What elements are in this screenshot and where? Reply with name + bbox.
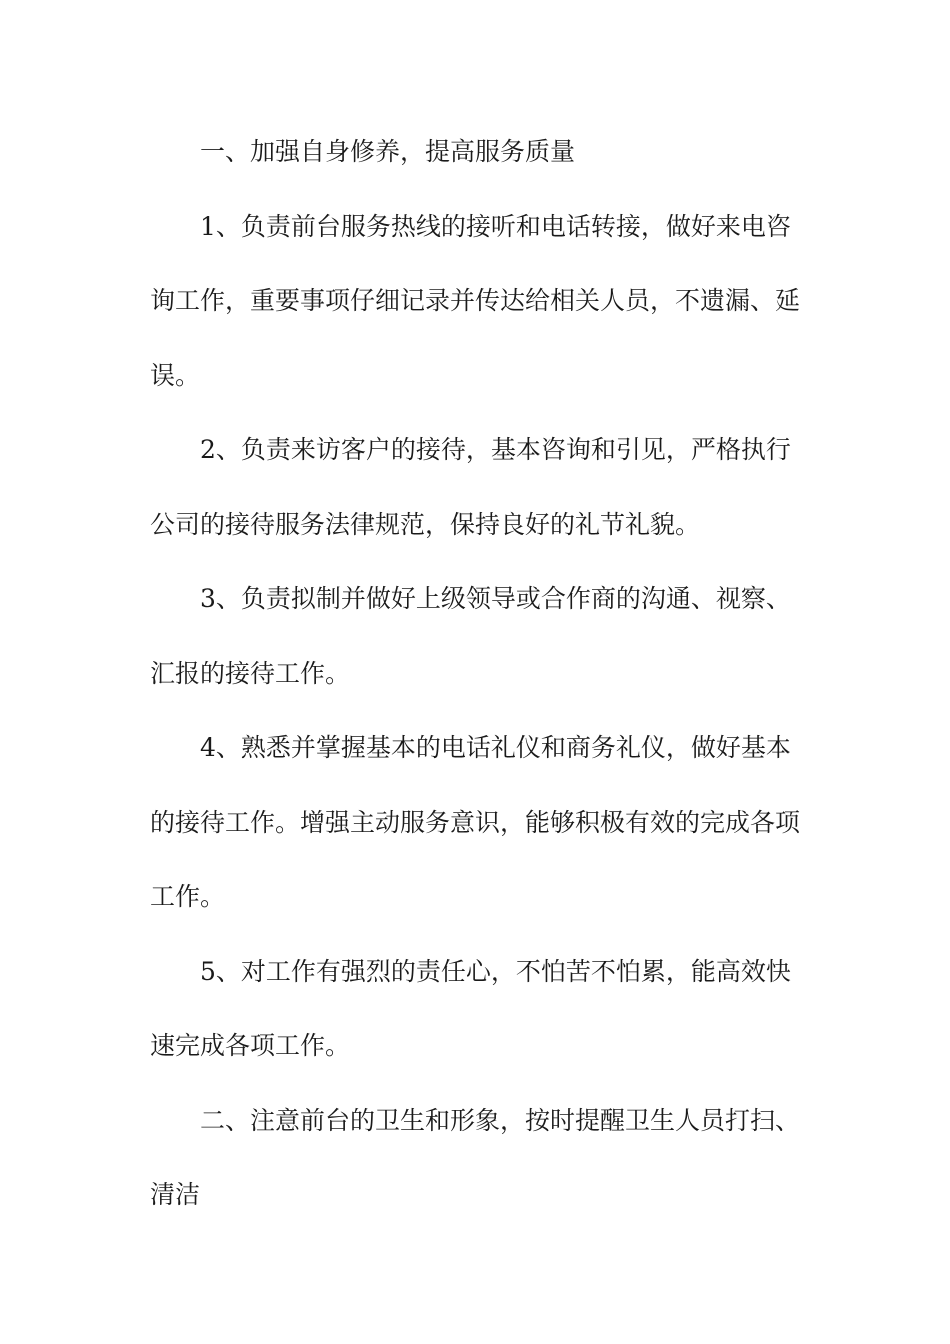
paragraph-item-5: 5、对工作有强烈的责任心，不怕苦不怕累，能高效快速完成各项工作。 xyxy=(150,956,791,1060)
document-body xyxy=(150,115,810,1233)
paragraph-item-2: 2、负责来访客户的接待，基本咨询和引见，严格执行公司的接待服务法律规范，保持良好的礼节礼貌。 xyxy=(150,435,791,539)
paragraph-item-4: 4、熟悉并掌握基本的电话礼仪和商务礼仪，做好基本的接待工作。增强主动服务意识，能够积极有效的完成各项工作。 xyxy=(150,733,801,911)
section-heading-1: 一、加强自身修养，提高服务质量 xyxy=(200,137,576,166)
section-heading-2: 二、注意前台的卫生和形象，按时提醒卫生人员打扫、清洁 xyxy=(150,1105,801,1209)
paragraph-item-1: 1、负责前台服务热线的接听和电话转接，做好来电咨询工作，重要事项仔细记录并传达给相关人员，不遗漏、延误。 xyxy=(150,211,801,390)
paragraph-item-3: 3、负责拟制并做好上级领导或合作商的沟通、视察、汇报的接待工作。 xyxy=(150,584,791,688)
